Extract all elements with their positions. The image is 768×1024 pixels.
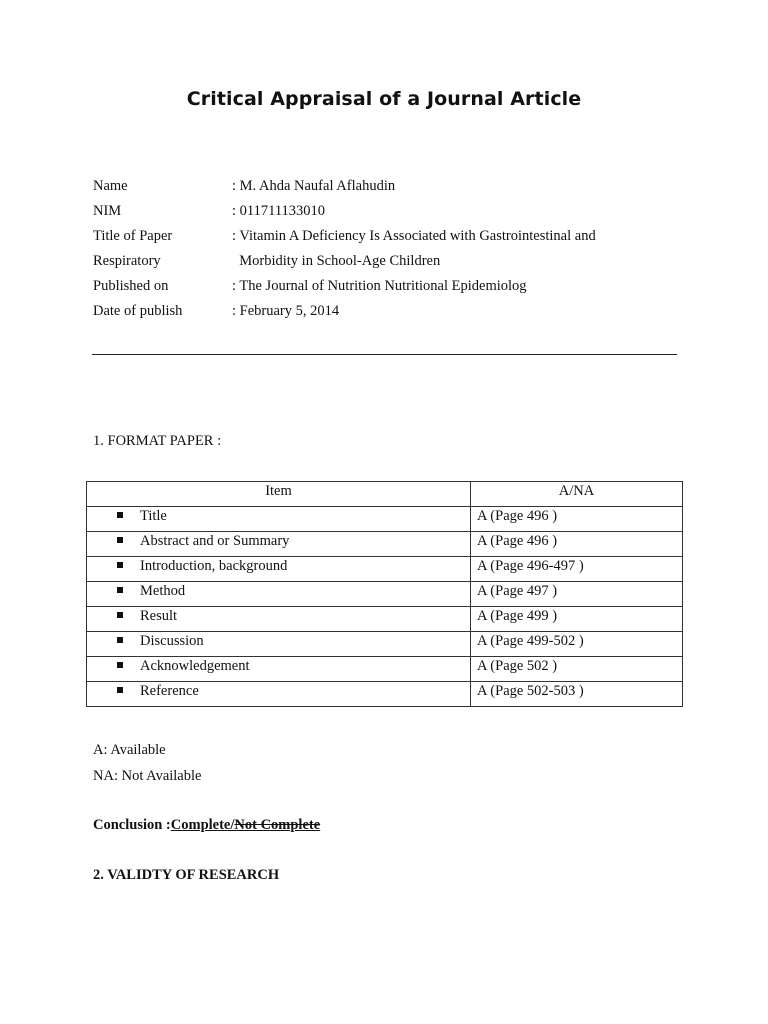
conclusion-label: Conclusion : <box>93 817 171 833</box>
bullet-icon <box>117 537 123 543</box>
table-cell-item: Discussion <box>140 633 204 649</box>
table-cell-item: Introduction, background <box>140 558 288 574</box>
bullet-icon <box>117 612 123 618</box>
info-label: Published on <box>93 278 169 294</box>
section-heading-validity: 2. VALIDTY OF RESEARCH <box>93 867 280 883</box>
bullet-icon <box>117 512 123 518</box>
bullet-icon <box>117 562 123 568</box>
table-cell-status: A (Page 496 ) <box>471 532 683 557</box>
info-value: : 011711133010 <box>232 203 326 219</box>
table-row <box>87 582 683 607</box>
table-cell-status: A (Page 496 ) <box>471 507 683 532</box>
conclusion-complete: Complete/ <box>170 817 235 833</box>
info-label: Respiratory <box>93 253 161 269</box>
column-header-status: A/NA <box>471 482 683 507</box>
table-row <box>87 632 683 657</box>
info-label: NIM <box>93 203 122 219</box>
info-value: : February 5, 2014 <box>232 303 340 319</box>
legend-available: A: Available <box>93 742 166 758</box>
info-label: Title of Paper <box>93 228 173 244</box>
table-row <box>87 557 683 582</box>
table-row <box>87 607 683 632</box>
table-cell-status: A (Page 502-503 ) <box>471 682 683 707</box>
info-value: : M. Ahda Naufal Aflahudin <box>232 178 396 194</box>
table-row <box>87 682 683 707</box>
bullet-icon <box>117 687 123 693</box>
legend-not-available: NA: Not Available <box>93 768 202 784</box>
table-cell-item: Acknowledgement <box>140 658 250 674</box>
table-cell-status: A (Page 497 ) <box>471 582 683 607</box>
info-value: : The Journal of Nutrition Nutritional Epidemiolog <box>232 278 527 294</box>
column-header-item: Item <box>87 482 471 507</box>
info-label: Date of publish <box>93 303 183 319</box>
section-heading-format: 1. FORMAT PAPER : <box>93 433 222 449</box>
table-cell-item: Title <box>140 508 167 524</box>
table-cell-status: A (Page 499-502 ) <box>471 632 683 657</box>
bullet-icon <box>117 662 123 668</box>
table-cell-status: A (Page 502 ) <box>471 657 683 682</box>
legend <box>93 740 201 792</box>
info-value: : Vitamin A Deficiency Is Associated with Gastrointestinal and <box>232 228 596 244</box>
table-row <box>87 657 683 682</box>
format-table <box>86 481 683 707</box>
conclusion-not-complete: Not Complete <box>234 817 321 833</box>
table-row <box>87 532 683 557</box>
info-label: Name <box>93 178 128 194</box>
table-cell-item: Abstract and or Summary <box>140 533 290 549</box>
horizontal-divider <box>92 354 677 355</box>
bullet-icon <box>117 587 123 593</box>
document-title: Critical Appraisal of a Journal Article <box>186 88 582 110</box>
table-cell-item: Method <box>140 583 186 599</box>
table-row <box>87 507 683 532</box>
table-header-row <box>87 482 683 507</box>
table-cell-item: Result <box>140 608 178 624</box>
table-cell-status: A (Page 499 ) <box>471 607 683 632</box>
info-value: Morbidity in School-Age Children <box>232 253 441 269</box>
conclusion <box>93 817 320 834</box>
table-cell-item: Reference <box>140 683 199 699</box>
bullet-icon <box>117 637 123 643</box>
table-cell-status: A (Page 496-497 ) <box>471 557 683 582</box>
